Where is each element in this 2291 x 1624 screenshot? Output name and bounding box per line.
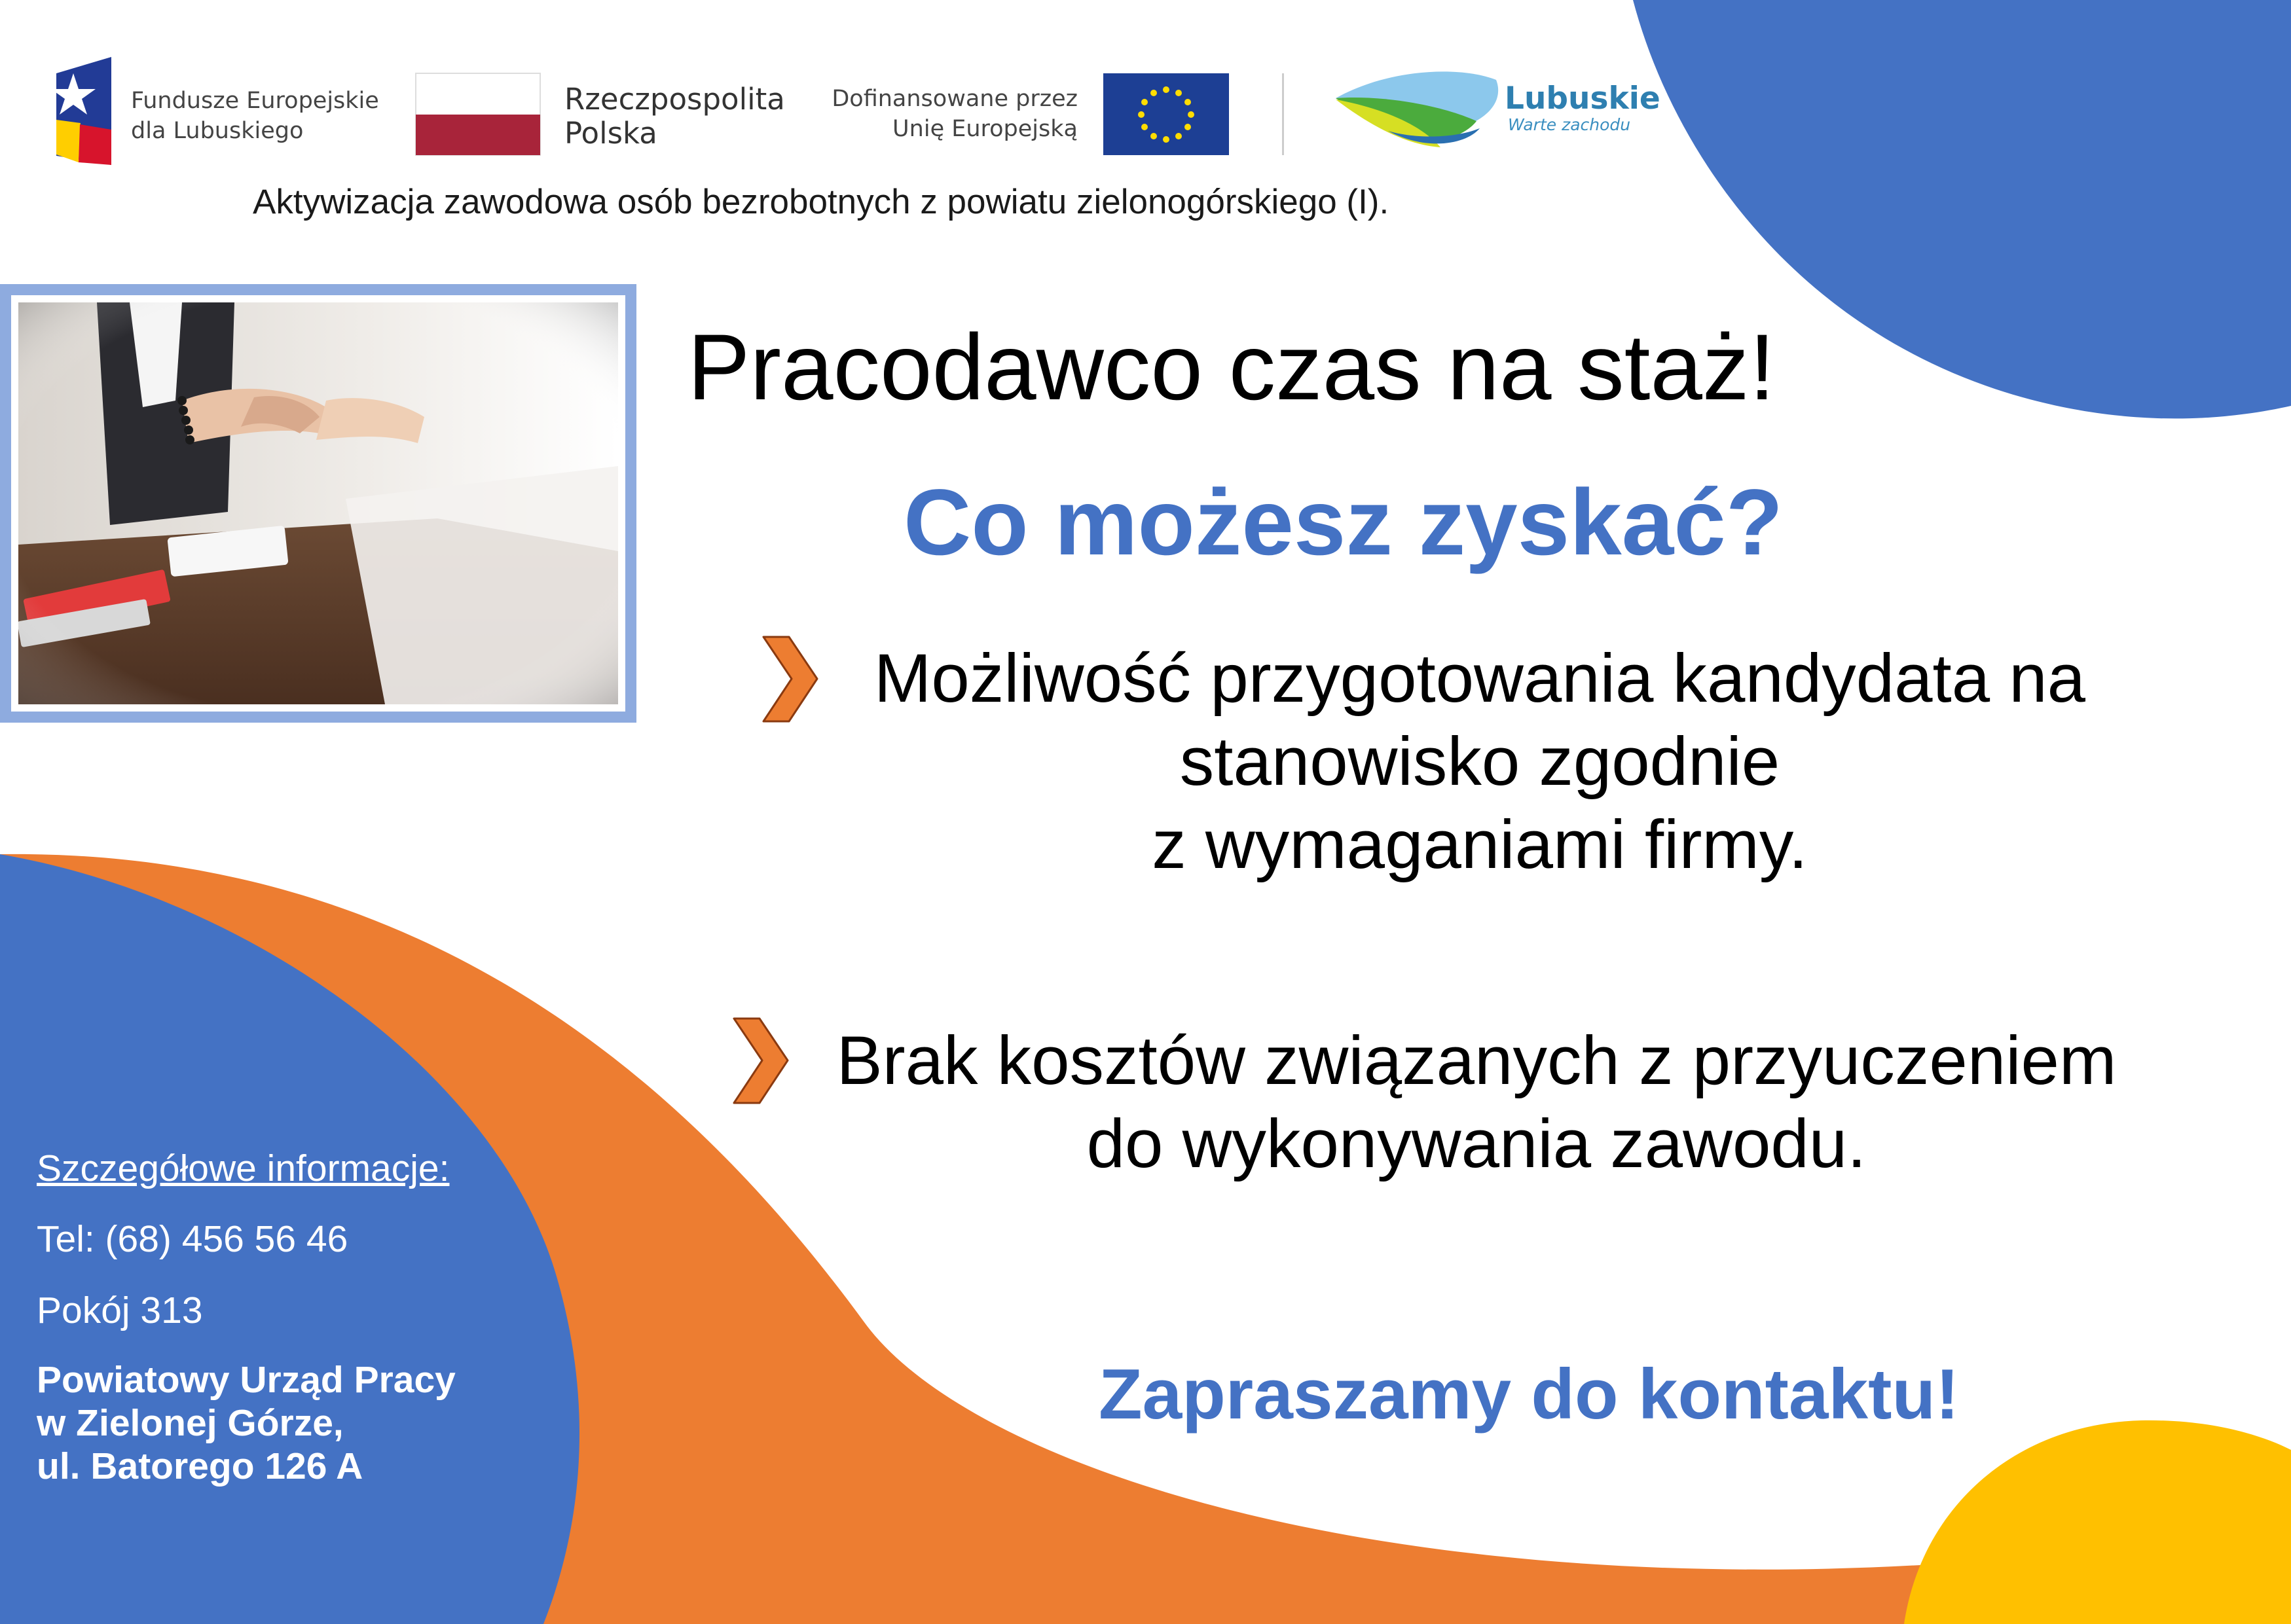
rp-logo-line2: Polska bbox=[564, 116, 657, 151]
lubuskie-tagline: Warte zachodu bbox=[1508, 115, 1631, 134]
dof-logo-text bbox=[805, 84, 1078, 144]
benefit-2 bbox=[786, 1019, 2167, 1185]
contact-room: Pokój 313 bbox=[37, 1290, 203, 1331]
question-heading: Co możesz zyskać? bbox=[904, 471, 1784, 575]
lubuskie-logo bbox=[1336, 71, 1498, 147]
lubuskie-name: Lubuskie bbox=[1505, 81, 1660, 117]
photo-frame bbox=[0, 284, 636, 723]
rp-logo-text bbox=[564, 82, 785, 151]
bottom-right-yellow-circle bbox=[1904, 1420, 2291, 1624]
office-line-1: Powiatowy Urząd Pracy bbox=[37, 1359, 456, 1401]
benefit-2-line-1: Brak kosztów związanych z przyuczeniem bbox=[836, 1022, 2117, 1099]
handshake-photo bbox=[18, 302, 618, 704]
office-line-3: ul. Batorego 126 A bbox=[37, 1445, 363, 1487]
photo-mat bbox=[11, 295, 625, 712]
dof-logo-line1: Dofinansowane przez bbox=[832, 86, 1078, 112]
benefit-2-line-2: do wykonywania zawodu. bbox=[1086, 1106, 1867, 1182]
fe-logo-line1: Fundusze Europejskie bbox=[131, 88, 379, 114]
eu-flag bbox=[1103, 73, 1229, 155]
benefit-1 bbox=[838, 637, 2121, 886]
benefit-1-line-1: Możliwość przygotowania kandydata na bbox=[873, 640, 2086, 717]
contact-phone: Tel: (68) 456 56 46 bbox=[37, 1218, 348, 1260]
project-title: Aktywizacja zawodowa osób bezrobotnych z powiatu zielonogórskiego (I). bbox=[253, 183, 1389, 221]
benefit-1-line-3: z wymaganiami firmy. bbox=[1152, 806, 1808, 883]
benefit-1-line-2: stanowisko zgodnie bbox=[1179, 723, 1780, 800]
fe-logo-text bbox=[131, 86, 379, 146]
headline: Pracodawco czas na staż! bbox=[687, 316, 1776, 420]
polish-flag bbox=[416, 73, 540, 155]
call-to-action: Zapraszamy do kontaktu! bbox=[1099, 1354, 1960, 1434]
logo-divider bbox=[1282, 73, 1284, 155]
chevron-right-icon bbox=[761, 635, 819, 723]
fe-logo-line2: dla Lubuskiego bbox=[131, 118, 304, 144]
contact-heading: Szczegółowe informacje: bbox=[37, 1147, 450, 1189]
rp-logo-line1: Rzeczpospolita bbox=[564, 82, 785, 117]
contact-office-address bbox=[37, 1358, 456, 1488]
chevron-right-icon bbox=[732, 1017, 790, 1105]
dof-logo-line2: Unię Europejską bbox=[892, 116, 1078, 142]
office-line-2: w Zielonej Górze, bbox=[37, 1402, 344, 1444]
fe-logo bbox=[51, 57, 111, 165]
